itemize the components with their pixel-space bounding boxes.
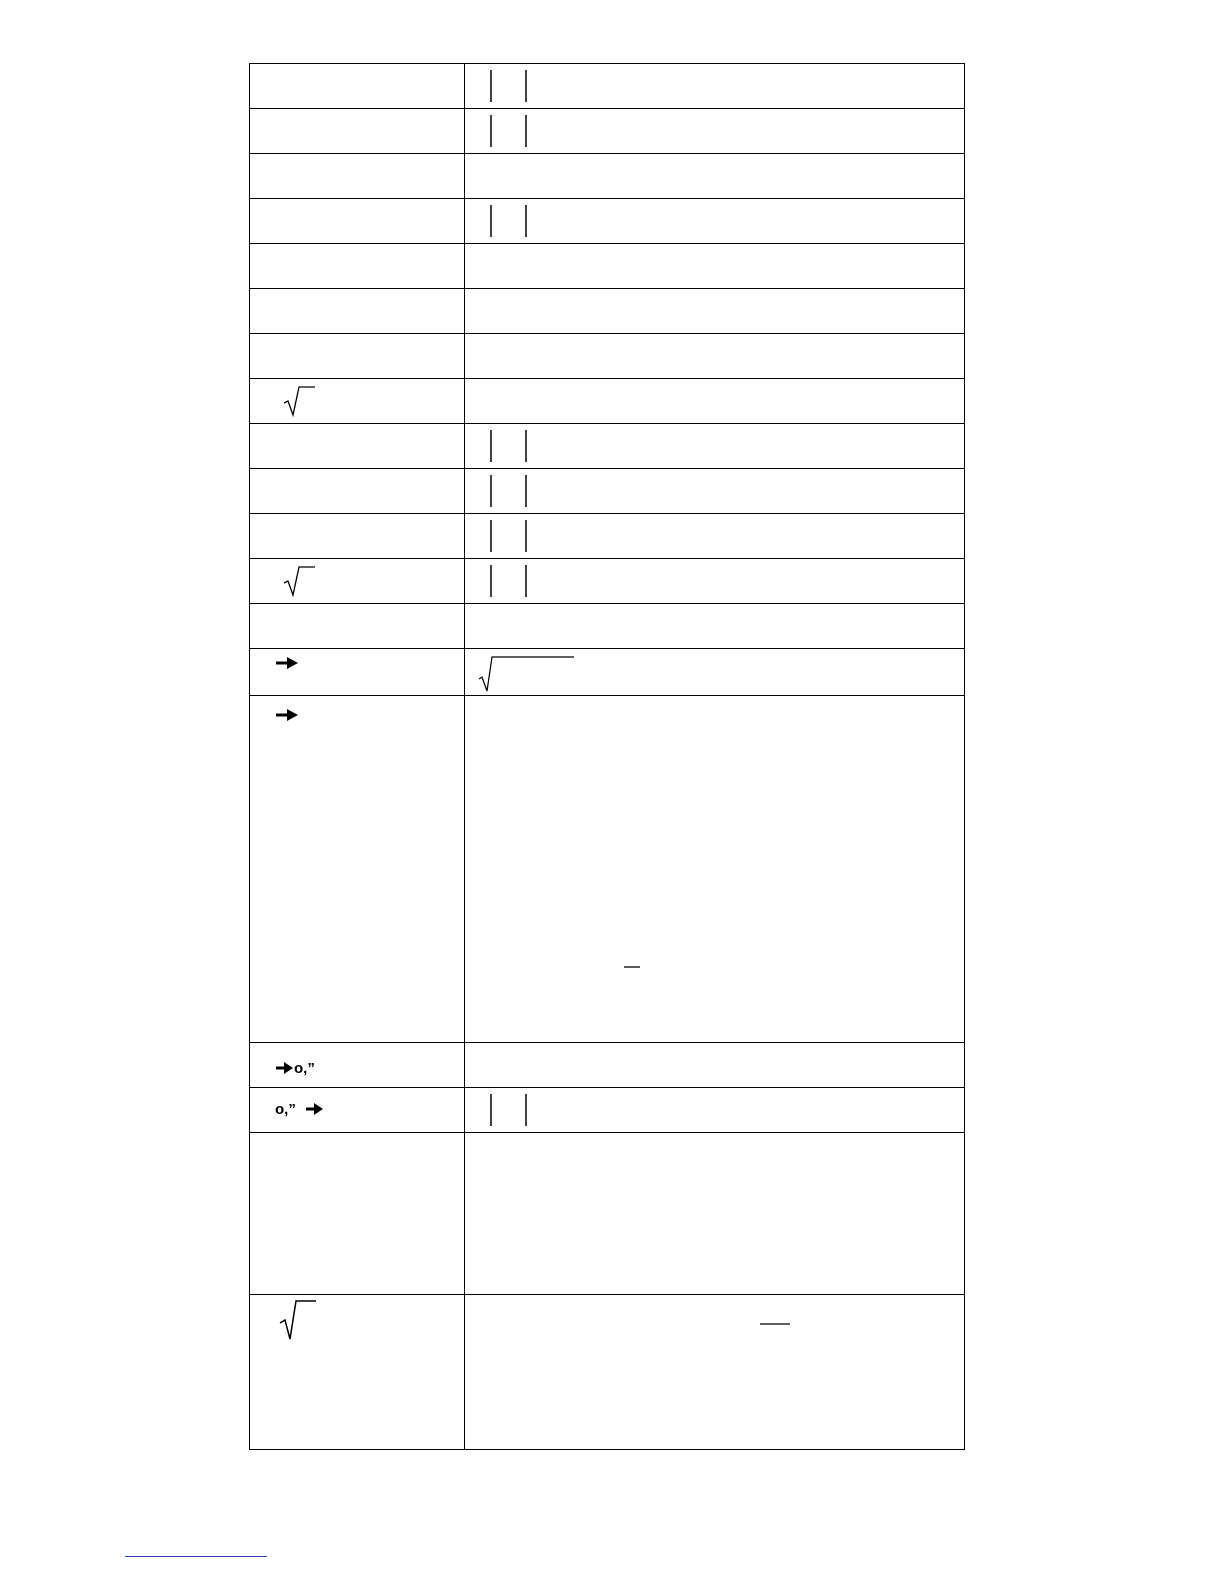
row-left-cell: [250, 1088, 464, 1132]
table-row: [250, 1133, 964, 1295]
row-right-cell: [465, 109, 964, 153]
square-root-long-icon: [477, 655, 587, 695]
row-left-cell: [250, 649, 464, 695]
absolute-value-bars-icon: [489, 518, 549, 558]
row-right-cell: [465, 604, 964, 648]
table-row: [250, 469, 964, 514]
row-right-cell: [465, 289, 964, 333]
function-table: [249, 63, 965, 1450]
row-left-cell: [250, 109, 464, 153]
row-right-cell: [465, 154, 964, 198]
table-row: [250, 424, 964, 469]
row-left-cell: [250, 514, 464, 558]
row-right-cell: [465, 1295, 964, 1451]
row-right-cell: [465, 1088, 964, 1132]
row-right-cell: [465, 379, 964, 423]
row-right-cell: [465, 244, 964, 288]
table-row: [250, 64, 964, 109]
square-root-icon: [282, 385, 322, 419]
dms-symbols-text: o,”: [275, 1101, 296, 1118]
row-right-cell: [465, 1133, 964, 1294]
absolute-value-bars-icon: [489, 68, 549, 108]
row-left-cell: [250, 379, 464, 423]
absolute-value-bars-icon: [489, 203, 549, 243]
row-left-cell: [250, 244, 464, 288]
absolute-value-bars-icon: [489, 563, 549, 603]
square-root-large-icon: [278, 1299, 324, 1345]
row-left-cell: [250, 696, 464, 1042]
dms-symbols-text: o,”: [294, 1060, 315, 1077]
table-row: [250, 1088, 964, 1133]
row-left-cell: [250, 1043, 464, 1087]
row-right-cell: [465, 1043, 964, 1087]
overline-mark: [624, 966, 644, 970]
arrow-right-icon: [274, 654, 304, 674]
row-right-cell: [465, 514, 964, 558]
table-row: [250, 514, 964, 559]
row-right-cell: [465, 649, 964, 695]
row-left-cell: [250, 64, 464, 108]
table-row: [250, 109, 964, 154]
row-right-cell: [465, 469, 964, 513]
row-right-cell: [465, 424, 964, 468]
table-row: [250, 1295, 964, 1451]
row-left-cell: [250, 1133, 464, 1294]
overline-mark: [760, 1323, 794, 1327]
table-row: [250, 379, 964, 424]
row-left-cell: [250, 469, 464, 513]
square-root-icon: [282, 565, 322, 599]
table-row: [250, 154, 964, 199]
row-left-cell: [250, 604, 464, 648]
arrow-to-dms-icon: [274, 1057, 334, 1081]
row-right-cell: [465, 334, 964, 378]
row-left-cell: [250, 289, 464, 333]
absolute-value-bars-icon: [489, 428, 549, 468]
row-left-cell: [250, 559, 464, 603]
row-right-cell: [465, 696, 964, 1042]
arrow-right-icon: [274, 706, 304, 726]
table-row: [250, 199, 964, 244]
table-row: [250, 1043, 964, 1088]
table-row: [250, 604, 964, 649]
row-right-cell: [465, 199, 964, 243]
table-row: [250, 244, 964, 289]
footnote-separator-line: [125, 1556, 267, 1557]
row-left-cell: [250, 154, 464, 198]
row-left-cell: [250, 199, 464, 243]
table-row: [250, 696, 964, 1043]
absolute-value-bars-icon: [489, 1092, 549, 1132]
table-row: [250, 334, 964, 379]
dms-to-arrow-icon: [274, 1098, 334, 1122]
table-row: [250, 559, 964, 604]
row-left-cell: [250, 1295, 464, 1451]
row-left-cell: [250, 424, 464, 468]
absolute-value-bars-icon: [489, 113, 549, 153]
row-right-cell: [465, 559, 964, 603]
column-divider: [464, 64, 465, 1449]
table-row: [250, 649, 964, 696]
row-left-cell: [250, 334, 464, 378]
table-row: [250, 289, 964, 334]
absolute-value-bars-icon: [489, 473, 549, 513]
row-right-cell: [465, 64, 964, 108]
